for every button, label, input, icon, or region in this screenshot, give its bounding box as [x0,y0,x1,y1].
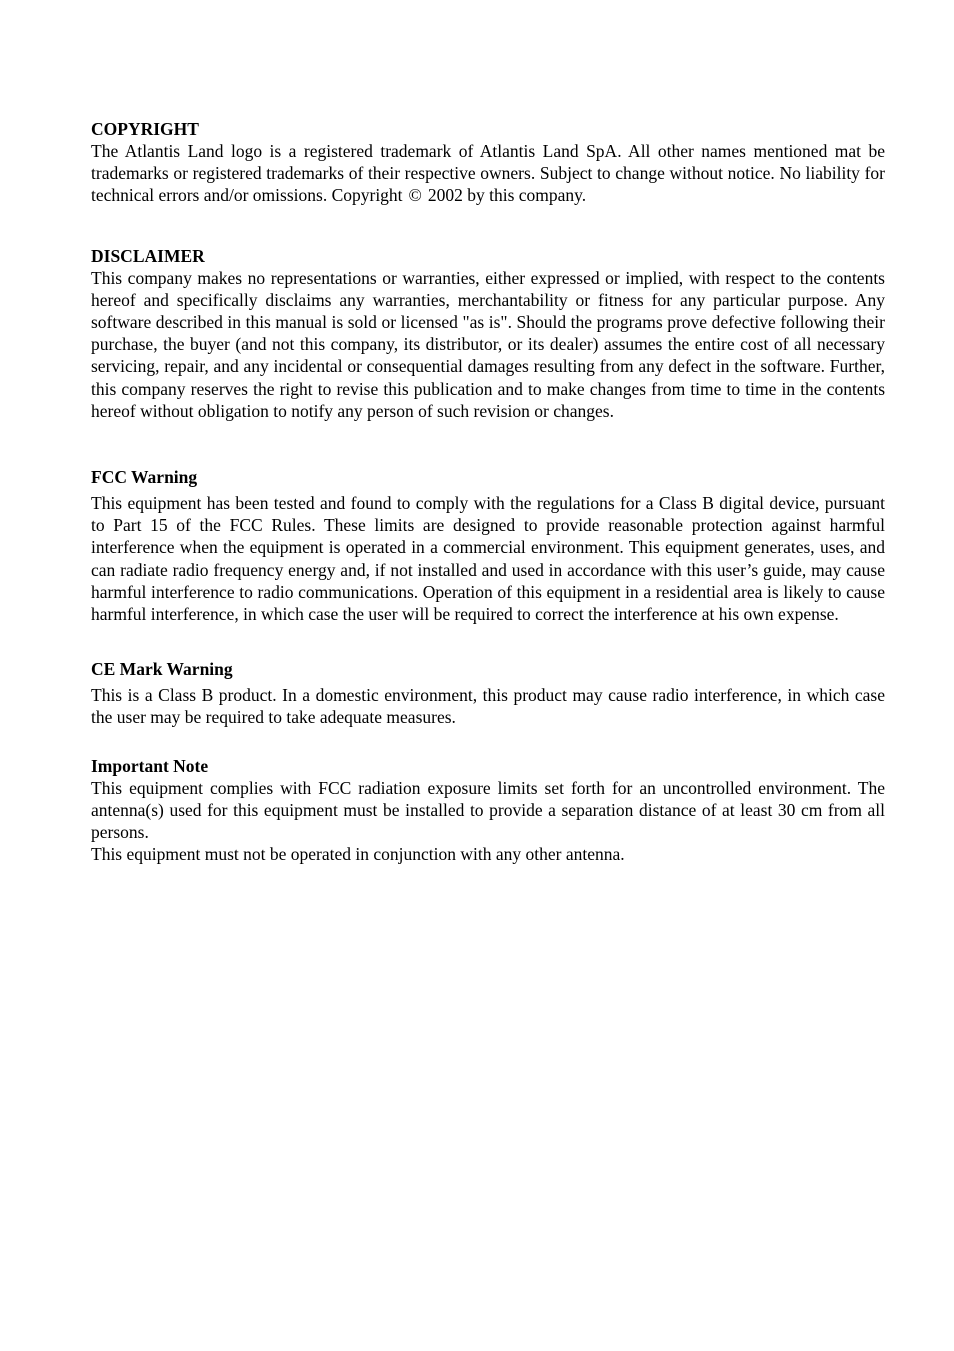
copyright-symbol: © [408,185,422,206]
disclaimer-heading: DISCLAIMER [91,245,205,266]
important-note-section [91,755,885,866]
copyright-section [91,118,885,207]
ce-mark-warning-heading: CE Mark Warning [91,659,233,680]
copyright-heading: COPYRIGHT [91,119,199,139]
copyright-text-main: The Atlantis Land logo is a registered trademark of Atlantis Land SpA. All other names mentioned mat be trademarks or registered trademarks of their respective owners. Subject to change without notice. No liability for technical errors and/or omissions. Copyright [91,141,885,206]
ce-mark-warning-section [91,658,885,728]
fcc-warning-text: This equipment has been tested and found to comply with the regulations for a Class B digital device, pursuant to Part 15 of the FCC Rules. These limits are designed to provide reasonable protection against harmful interference when the equipment is operated in a commercial environment. This equipment generates, uses, and can radiate radio frequency energy and, if not installed and used in accordance with this user’s guide, may cause harmful interference to radio communications. Operation of this equipment in a residential area is likely to cause harmful interference, in which case the user will be required to correct the interference at his own expense. [91,493,885,625]
copyright-text [91,140,885,207]
important-note-heading: Important Note [91,755,209,776]
important-note-text-1: This equipment complies with FCC radiation exposure limits set forth for an uncontrolled environment. The antenna(s) used for this equipment must be installed to provide a separation distance of at least 30 cm from all persons. [91,777,885,843]
fcc-warning-heading: FCC Warning [91,467,198,488]
important-note-text-2: This equipment must not be operated in conjunction with any other antenna. [91,844,625,865]
disclaimer-text: This company makes no representations or warranties, either expressed or implied, with respect to the contents hereof and specifically disclaims any warranties, merchantability or fitness for any particular purpose. Any software described in this manual is sold or licensed "as is". Should the programs prove defective following their purchase, the buyer (and not this company, its distributor, or its dealer) assumes the entire cost of all necessary servicing, repair, and any incidental or consequential damages resulting from any defect in the software. Further, this company reserves the right to revise this publication and to make changes from time to time in the contents hereof without obligation to notify any person of such revision or changes. [91,267,885,421]
fcc-warning-section [91,466,885,625]
document-page [91,118,885,865]
ce-mark-warning-text: This is a Class B product. In a domestic environment, this product may cause radio interference, in which case the user may be required to take adequate measures. [91,685,885,728]
disclaimer-section [91,245,885,422]
copyright-year-text: 2002 by this company. [427,185,587,206]
